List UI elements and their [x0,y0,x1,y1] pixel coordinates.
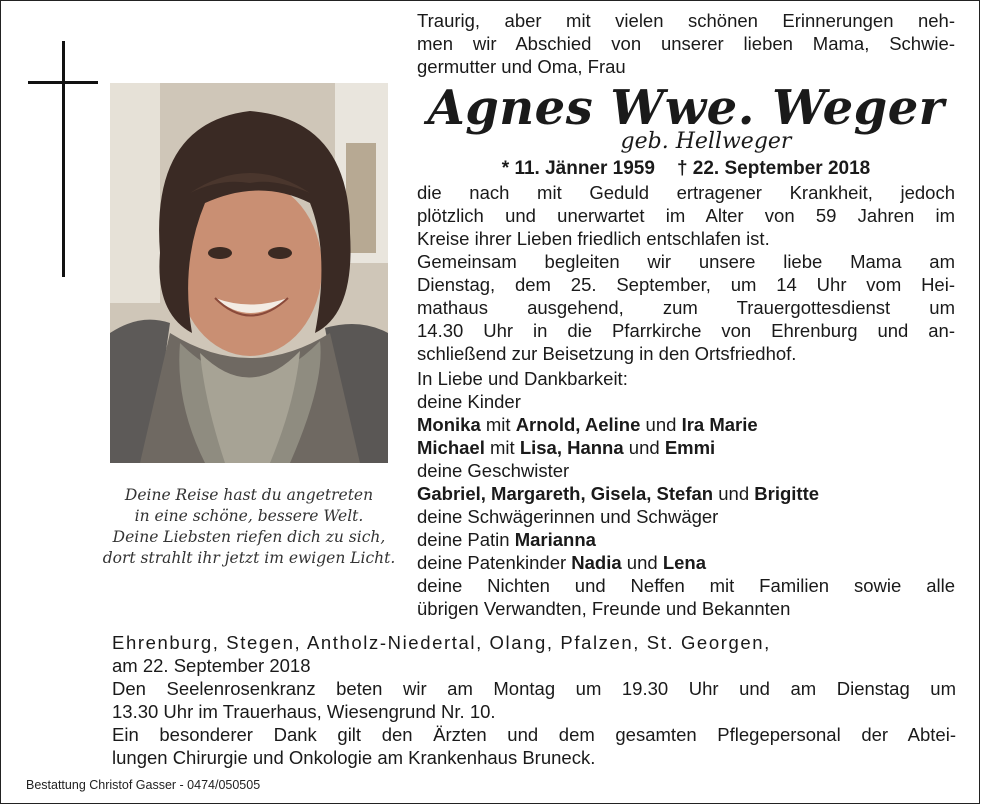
siblings-label: deine Geschwister [417,460,570,481]
mourner-joiner: und [713,483,755,504]
mourners-heading: In Liebe und Dankbarkeit: [417,368,628,389]
mourners-list [417,367,955,620]
verse-line: Deine Liebsten riefen dich zu sich, [112,528,386,546]
mourner-line [417,482,955,505]
children-label: deine Kinder [417,391,521,412]
portrait-photo [110,83,388,463]
body-line: Kreise ihrer Lieben friedlich entschlafen ist. [417,228,770,249]
locations-line: Ehrenburg, Stegen, Antholz-Niedertal, Olang, Pfalzen, St. Georgen, [112,632,771,653]
mourner-name: Gabriel, Margareth, Gisela, Stefan [417,483,714,504]
closing-section [112,631,956,769]
death-date: † 22. September 2018 [676,158,871,179]
mourner-joiner: deine Patenkinder [417,552,572,573]
mourner-name: Monika [417,414,481,435]
life-dates [417,156,955,181]
mourner-name: Lisa, Hanna [519,437,624,458]
mourner-joiner: und [623,437,665,458]
mourner-name: Brigitte [754,483,820,504]
body-line: die nach mit Geduld ertragener Krankheit, jedoch [417,182,955,203]
body-line: Gemeinsam begleiten wir unsere liebe Mama am [417,251,955,272]
intro-line: men wir Abschied von unserer lieben Mama, Schwie- [417,33,955,54]
mourner-name: Nadia [571,552,622,573]
verse-line: in eine schöne, bessere Welt. [134,507,364,525]
announcement-column [417,9,955,620]
inlaws-line: deine Schwägerinnen und Schwäger [417,506,719,527]
intro-line: germutter und Oma, Frau [417,56,626,77]
body-line: mathaus ausgehend, zum Trauergottesdienst um [417,297,955,318]
mourner-joiner: und [640,414,682,435]
cross-icon-bar [28,81,98,84]
intro-text [417,9,955,78]
funeral-home-footer: Bestattung Christof Gasser - 0474/050505 [26,778,261,792]
mourner-name: Marianna [514,529,596,550]
relatives-line: deine Nichten und Neffen mit Familien sowie alle [417,575,955,596]
intro-line: Traurig, aber mit vielen schönen Erinnerungen neh- [417,10,955,31]
mourner-line [417,528,955,551]
thanks-line: Ein besonderer Dank gilt den Ärzten und dem gesamten Pflegepersonal der Abtei- [112,724,956,745]
mourner-name: Lena [662,552,707,573]
mourner-name: Emmi [664,437,716,458]
relatives-line: übrigen Verwandten, Freunde und Bekannten [417,598,791,619]
mourner-name: Ira Marie [681,414,758,435]
body-line: plötzlich und unerwartet im Alter von 59 Jahren im [417,205,955,226]
mourner-name: Arnold, Aeline [515,414,641,435]
mourner-name: Michael [417,437,485,458]
mourner-joiner: mit [480,414,516,435]
birth-date: * 11. Jänner 1959 [501,158,655,179]
body-line: 14.30 Uhr in die Pfarrkirche von Ehrenburg und an- [417,320,955,341]
mourner-joiner: und [621,552,663,573]
deceased-name: Agnes Wwe. Weger [427,80,945,136]
mourner-line [417,551,955,574]
mourner-line [417,436,955,459]
mourner-joiner: mit [484,437,520,458]
verse-line: dort strahlt ihr jetzt im ewigen Licht. [102,549,396,567]
mourner-joiner: deine Patin [417,529,515,550]
maiden-name: geb. Hellweger [620,129,792,154]
cross-icon [62,41,65,277]
verse-line: Deine Reise hast du angetreten [124,486,374,504]
rosary-line: 13.30 Uhr im Trauerhaus, Wiesengrund Nr. 10. [112,701,496,722]
date-line: am 22. September 2018 [112,655,311,676]
memorial-verse [101,485,397,569]
rosary-line: Den Seelenrosenkranz beten wir am Montag um 19.30 Uhr und am Dienstag um [112,678,956,699]
body-line: schließend zur Beisetzung in den Ortsfriedhof. [417,343,797,364]
thanks-line: lungen Chirurgie und Onkologie am Krankenhaus Bruneck. [112,747,596,768]
mourner-line [417,413,955,436]
body-line: Dienstag, dem 25. September, um 14 Uhr vom Hei- [417,274,955,295]
body-text [417,181,955,365]
